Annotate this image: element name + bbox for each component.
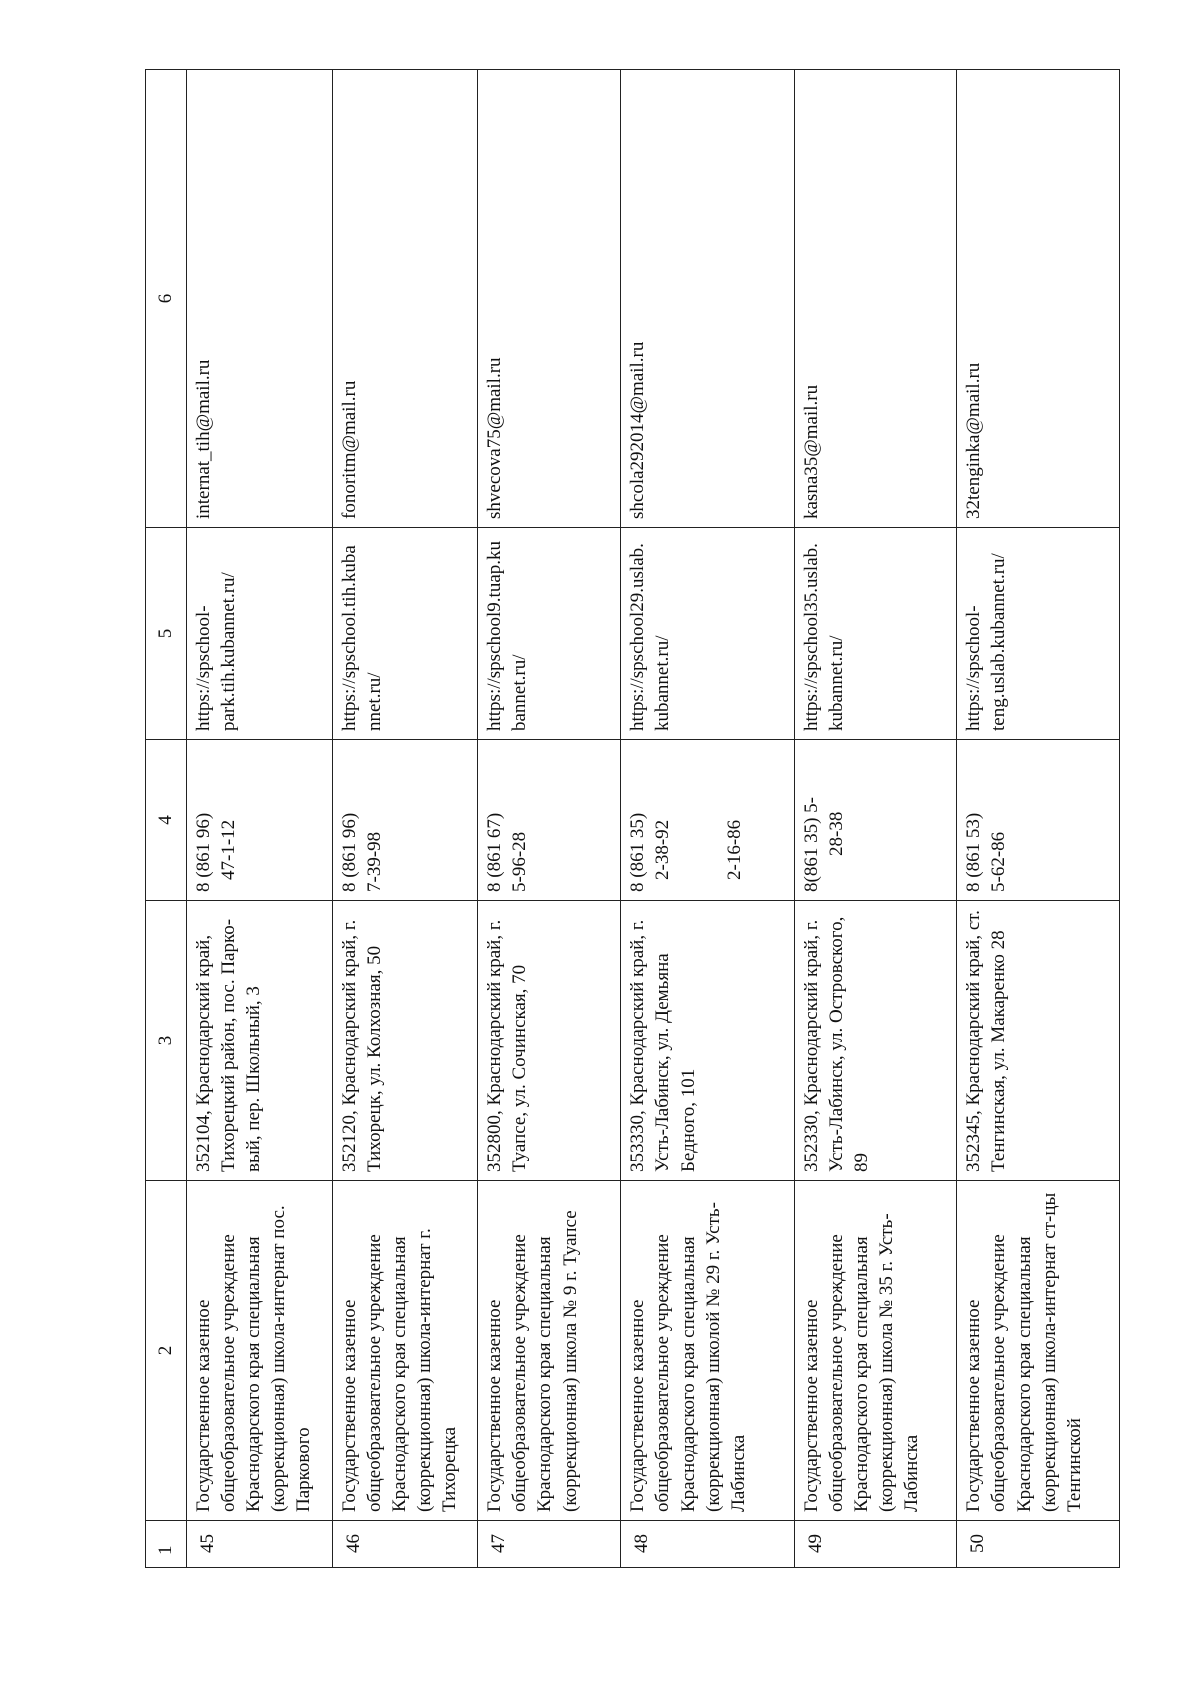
website-link[interactable]: https://spschool9.tuap.kubannet.ru/	[478, 528, 621, 740]
table-row	[332, 70, 478, 1568]
address: 352345, Краснодарский край, ст. Тенгинская, ул. Макаренко 28	[957, 901, 1120, 1181]
website-link[interactable]: https://spschool.tih.kubannet.ru/	[332, 528, 478, 740]
website-link[interactable]: https://spschool-park.tih.kubannet.ru/	[187, 528, 333, 740]
institution-name: Государственное казенное общеобразовательное учреждение Краснодарского края специальная (коррекционная) школа-интернат пос. Паркового	[187, 1181, 333, 1521]
phone-line: 2-16-86	[723, 819, 745, 880]
rotated-table-container	[145, 70, 1120, 1568]
column-header: 5	[146, 528, 187, 740]
table-row	[957, 70, 1120, 1568]
phone-line: 5-62-86	[988, 831, 1010, 892]
institution-name: Государственное казенное общеобразовательное учреждение Краснодарского края специальная (коррекционная) школа-интернат ст-цы Тенгинской	[957, 1181, 1120, 1521]
phone-line: 8 (861 96)	[193, 812, 214, 892]
phone	[187, 740, 333, 901]
email-link[interactable]: shcola292014@mail.ru	[621, 70, 794, 528]
email-link[interactable]: 32tenginka@mail.ru	[957, 70, 1120, 528]
row-number: 46	[332, 1521, 478, 1568]
phone	[621, 740, 794, 901]
website-link[interactable]: https://spschool35.uslab.kubannet.ru/	[794, 528, 957, 740]
phone-line: 2-38-92	[652, 819, 674, 880]
phone-line: 47-1-12	[218, 819, 240, 880]
phone-line: 8 (861 53)	[963, 812, 985, 892]
address: 353330, Краснодарский край, г. Усть-Лабинск, ул. Демьяна Бедного, 101	[621, 901, 794, 1181]
phone-line: 8 (861 67)	[484, 812, 506, 892]
column-header: 6	[146, 70, 187, 528]
row-number: 45	[187, 1521, 333, 1568]
table-row	[478, 70, 621, 1568]
phone-line: 28-38	[825, 811, 847, 856]
email-link[interactable]: fonoritm@mail.ru	[332, 70, 478, 528]
phone-line: 8(861 35) 5-	[800, 797, 822, 892]
column-header: 3	[146, 901, 187, 1181]
website-link[interactable]: https://spschool29.uslab.kubannet.ru/	[621, 528, 794, 740]
phone-line: 7-39-98	[363, 831, 385, 892]
address: 352800, Краснодарский край, г. Туапсе, ул. Сочинская, 70	[478, 901, 621, 1181]
column-header: 4	[146, 740, 187, 901]
header-row	[146, 70, 187, 1568]
phone	[478, 740, 621, 901]
institution-name: Государственное казенное общеобразовательное учреждение Краснодарского края специальная (коррекционная) школа № 35 г. Усть-Лабинска	[794, 1181, 957, 1521]
email-link[interactable]: internat_tih@mail.ru	[187, 70, 333, 528]
schools-table	[145, 69, 1120, 1568]
row-number: 48	[621, 1521, 794, 1568]
phone-line: 5-96-28	[509, 831, 531, 892]
table-row	[794, 70, 957, 1568]
address: 352120, Краснодарский край, г. Тихорецк, ул. Колхозная, 50	[332, 901, 478, 1181]
phone-line: 8 (861 96)	[338, 812, 360, 892]
row-number: 47	[478, 1521, 621, 1568]
institution-name: Государственное казенное общеобразовательное учреждение Краснодарского края специальная (коррекционная) школа № 9 г. Туапсе	[478, 1181, 621, 1521]
address: 352330, Краснодарский край, г. Усть-Лабинск, ул. Островского, 89	[794, 901, 957, 1181]
row-number: 50	[957, 1521, 1120, 1568]
email-link[interactable]: shvecova75@mail.ru	[478, 70, 621, 528]
phone-line: 8 (861 35)	[627, 812, 649, 892]
table-row	[187, 70, 333, 1568]
address: 352104, Краснодарский край, Тихорецкий район, пос. Парко-вый, пер. Школьный, 3	[187, 901, 333, 1181]
phone	[332, 740, 478, 901]
table-row	[621, 70, 794, 1568]
phone	[794, 740, 957, 901]
column-header: 1	[146, 1521, 187, 1568]
column-header: 2	[146, 1181, 187, 1521]
website-link[interactable]: https://spschool-teng.uslab.kubannet.ru/	[957, 528, 1120, 740]
phone	[957, 740, 1120, 901]
email-link[interactable]: kasna35@mail.ru	[794, 70, 957, 528]
row-number: 49	[794, 1521, 957, 1568]
institution-name: Государственное казенное общеобразовательное учреждение Краснодарского края специальная (коррекционная) школой № 29 г. Усть-Лабинска	[621, 1181, 794, 1521]
institution-name: Государственное казенное общеобразовательное учреждение Краснодарского края специальная (коррекционная) школа-интернат г. Тихорецка	[332, 1181, 478, 1521]
